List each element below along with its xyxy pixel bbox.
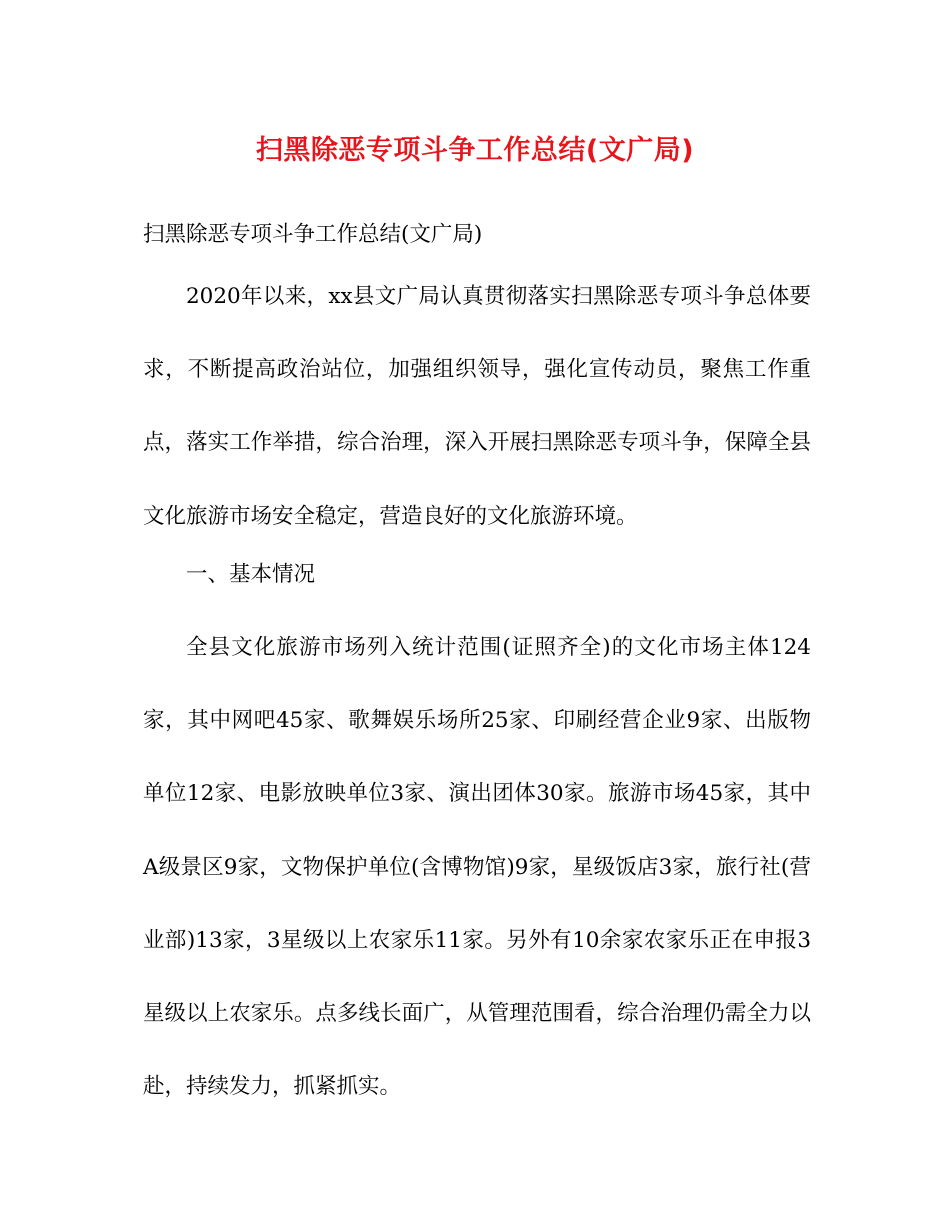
document-subtitle: 扫黑除恶专项斗争工作总结(文广局) — [143, 222, 483, 247]
section-heading: 一、基本情况 — [186, 562, 316, 587]
document-title: 扫黑除恶专项斗争工作总结(文广局) — [255, 135, 695, 166]
intro-paragraph: 2020年以来，xx县文广局认真贯彻落实扫黑除恶专项斗争总体要求，不断提高政治站位，加强组织领导，强化宣传动员，聚焦工作重点，落实工作举措，综合治理，深入开展扫黑除恶专项斗争，保障全县文化旅游市场安全稳定，营造良好的文化旅游环境。 — [143, 284, 811, 529]
section-paragraph: 全县文化旅游市场列入统计范围(证照齐全)的文化市场主体124家，其中网吧45家、歌舞娱乐场所25家、印刷经营企业9家、出版物单位12家、电影放映单位3家、演出团体30家。旅游市场45家，其中A级景区9家，文物保护单位(含博物馆)9家，星级饭店3家，旅行社(营业部)13家，3星级以上农家乐11家。另外有10余家农家乐正在申报3星级以上农家乐。点多线长面广，从管理范围看，综合治理仍需全力以赴，持续发力，抓紧抓实。 — [143, 635, 811, 1100]
